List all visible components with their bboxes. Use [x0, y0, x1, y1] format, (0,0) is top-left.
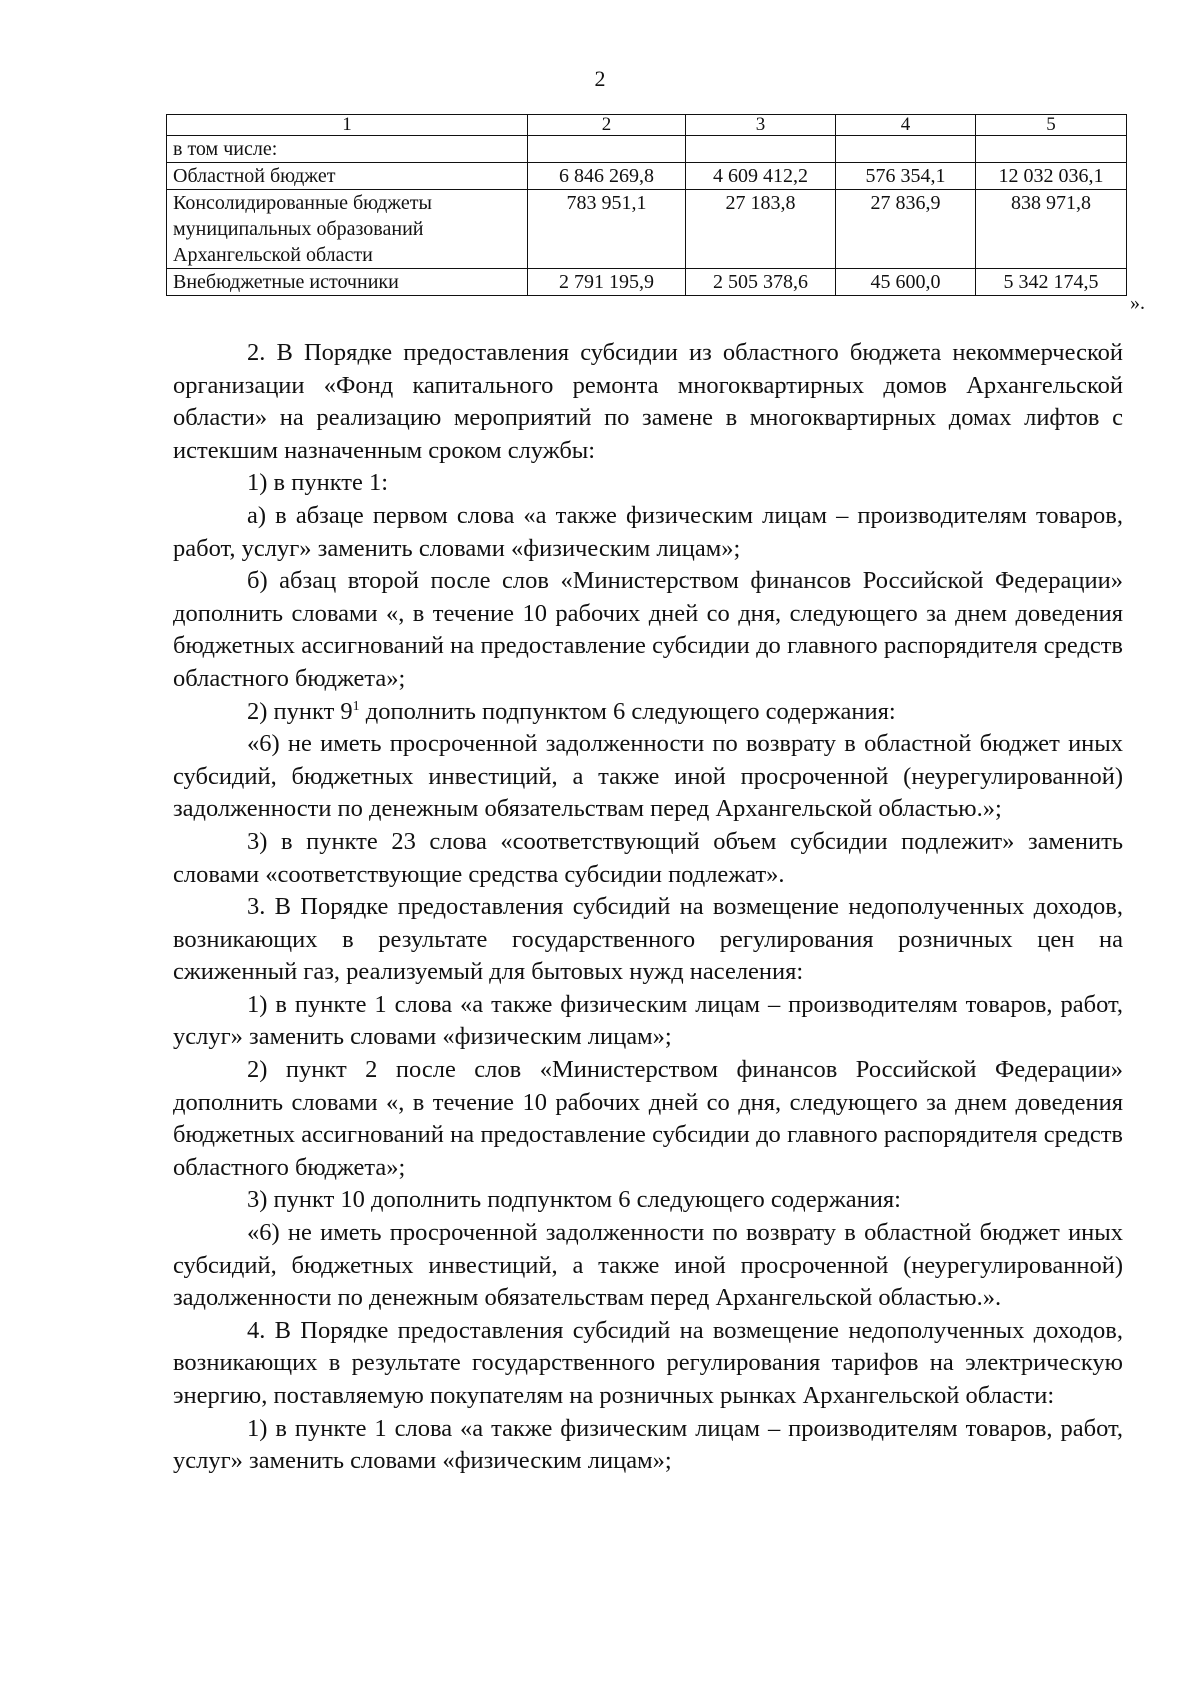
table-header-cell: 5 [976, 115, 1127, 136]
paragraph: 1) в пункте 1: [247, 469, 389, 497]
table-cell: 576 354,1 [836, 163, 976, 190]
table-cell: 27 183,8 [686, 190, 836, 269]
table-row [167, 136, 1127, 163]
paragraph-text: 2) пункт 9 [247, 697, 353, 725]
paragraph: 2) пункт 2 после слов «Министерством финансов Российской Федерации» дополнить словами «, в течение 10 рабочих дней со дня, следующего за днем доведения бюджетных ассигнований на предоставление субсидии до главного распорядителя средств областного бюджета»; [173, 1056, 1123, 1181]
superscript: 1 [352, 698, 360, 714]
paragraph: 4. В Порядке предоставления субсидий на возмещение недополученных доходов, возникающих в результате государственного регулирования тарифов на электрическую энергию, поставляемую покупателям на розничных рынках Архангельской области: [173, 1316, 1123, 1409]
table-header-cell: 4 [836, 115, 976, 136]
table-cell: 838 971,8 [976, 190, 1127, 269]
table-row [167, 163, 1127, 190]
table-cell [836, 136, 976, 163]
table-cell [528, 136, 686, 163]
row-label: Областной бюджет [167, 163, 528, 190]
table-cell: 2 791 195,9 [528, 269, 686, 296]
table-cell: 4 609 412,2 [686, 163, 836, 190]
paragraph: 2. В Порядке предоставления субсидии из областного бюджета некоммерческой организации «Фонд капитального ремонта многоквартирных домов Архангельской области» на реализацию мероприятий по замене в многоквартирных домах лифтов с истекшим назначенным сроком службы: [173, 339, 1123, 464]
table-cell: 783 951,1 [528, 190, 686, 269]
page-number: 2 [594, 66, 606, 91]
table-cell [976, 136, 1127, 163]
table-row [167, 190, 1127, 269]
row-label: Консолидированные бюджеты муниципальных образований Архангельской области [167, 190, 528, 269]
table-cell: 12 032 036,1 [976, 163, 1127, 190]
paragraph-point-9-1 [173, 696, 1123, 729]
table-header-cell: 2 [528, 115, 686, 136]
row-label: Внебюджетные источники [167, 269, 528, 296]
table-cell: 6 846 269,8 [528, 163, 686, 190]
paragraph: 1) в пункте 1 слова «а также физическим лицам – производителям товаров, работ, услуг» заменить словами «физическим лицам»; [173, 990, 1123, 1051]
table-closing-quote: ». [1130, 292, 1145, 314]
table-header-cell: 1 [167, 115, 528, 136]
table-cell: 5 342 174,5 [976, 269, 1127, 296]
budget-table [166, 114, 1127, 296]
table-cell: 2 505 378,6 [686, 269, 836, 296]
paragraph-text: дополнить подпунктом 6 следующего содержания: [359, 697, 896, 725]
table-cell: 45 600,0 [836, 269, 976, 296]
table-cell [686, 136, 836, 163]
table-header-row [167, 115, 1127, 136]
table-cell: 27 836,9 [836, 190, 976, 269]
paragraph: 3) в пункте 23 слова «соответствующий объем субсидии подлежит» заменить словами «соответствующие средства субсидии подлежат». [173, 827, 1123, 888]
document-body [173, 337, 1123, 1478]
paragraph: «6) не иметь просроченной задолженности по возврату в областной бюджет иных субсидий, бюджетных инвестиций, а также иной просроченной (неурегулированной) задолженности по денежным обязательствам перед Архангельской областью.». [173, 1219, 1123, 1312]
paragraph: 3. В Порядке предоставления субсидий на возмещение недополученных доходов, возникающих в результате государственного регулирования розничных цен на сжиженный газ, реализуемый для бытовых нужд населения: [173, 893, 1123, 986]
paragraph: «6) не иметь просроченной задолженности по возврату в областной бюджет иных субсидий, бюджетных инвестиций, а также иной просроченной (неурегулированной) задолженности по денежным обязательствам перед Архангельской областью.»; [173, 730, 1123, 823]
paragraph: а) в абзаце первом слова «а также физическим лицам – производителям товаров, работ, услуг» заменить словами «физическим лицам»; [173, 501, 1123, 562]
paragraph: 3) пункт 10 дополнить подпунктом 6 следующего содержания: [247, 1186, 901, 1214]
paragraph: 1) в пункте 1 слова «а также физическим лицам – производителям товаров, работ, услуг» заменить словами «физическим лицам»; [173, 1414, 1123, 1475]
table-row [167, 269, 1127, 296]
row-label: в том числе: [167, 136, 528, 163]
paragraph: б) абзац второй после слов «Министерством финансов Российской Федерации» дополнить словами «, в течение 10 рабочих дней со дня, следующего за днем доведения бюджетных ассигнований на предоставление субсидии до главного распорядителя средств областного бюджета»; [173, 567, 1123, 692]
table-header-cell: 3 [686, 115, 836, 136]
